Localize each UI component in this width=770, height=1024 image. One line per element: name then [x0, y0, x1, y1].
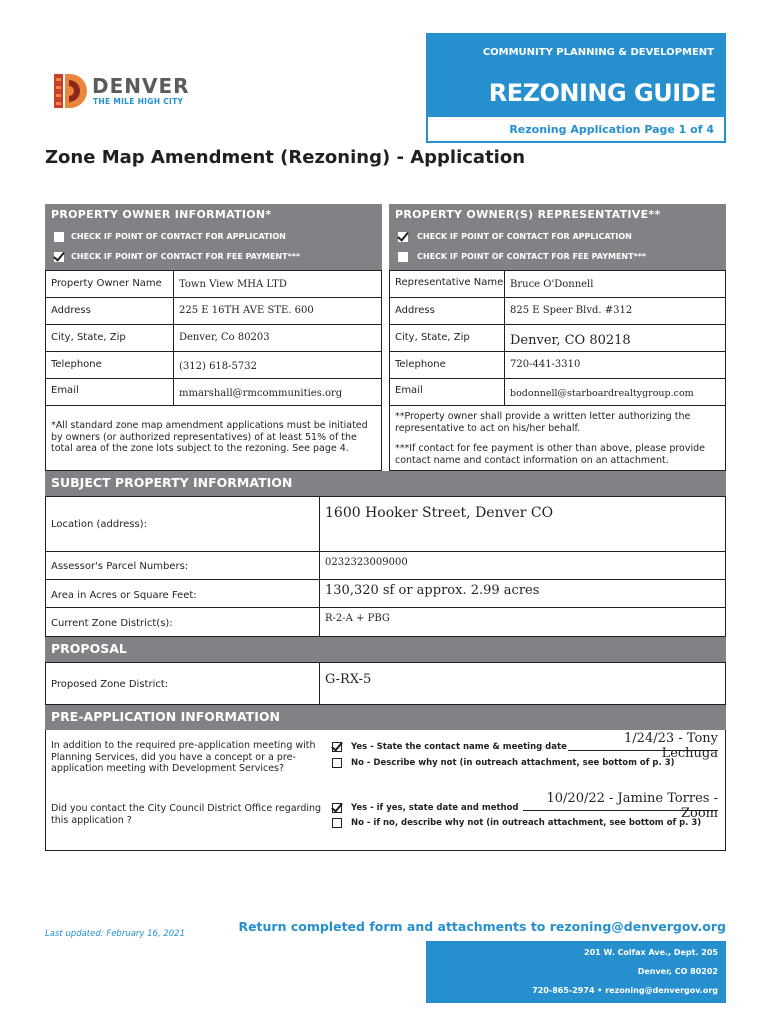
owner-email-field[interactable]: mmarshall@rmcommunities.org: [173, 378, 382, 406]
page-label: Rezoning Application Page 1 of 4: [509, 123, 714, 136]
rep-fee-checkbox[interactable]: [398, 252, 408, 262]
owner-name-field[interactable]: Town View MHA LTD: [173, 270, 382, 298]
rep-phone-label: Telephone: [389, 351, 505, 379]
parcel-label: Assessor's Parcel Numbers:: [45, 551, 320, 580]
location-label-cell: [45, 496, 320, 552]
q1-text: In addition to the required pre-application meeting with Planning Services, did you have a concept or a pre-application meeting with Development Services?: [51, 740, 316, 774]
header-box: [426, 33, 726, 143]
district-field[interactable]: R-2-A + PBG: [319, 607, 726, 637]
q1-no-label: No - Describe why not (in outreach attachment, see bottom of p. 3): [351, 758, 675, 768]
q1-no-checkbox[interactable]: [332, 758, 342, 768]
logo-tagline: THE MILE HIGH CITY: [93, 97, 184, 106]
proposal-heading: PROPOSAL: [45, 637, 726, 662]
owner-contact-checkbox[interactable]: [54, 232, 64, 242]
owner-note-box: [45, 405, 382, 471]
org-name: COMMUNITY PLANNING & DEVELOPMENT: [482, 47, 714, 58]
location-label: Location (address):: [51, 519, 147, 530]
rep-email-field[interactable]: bodonnell@starboardrealtygroup.com: [504, 378, 726, 406]
logo-name: DENVER: [92, 74, 190, 98]
q2-no-checkbox[interactable]: [332, 818, 342, 828]
q2-yes-checkbox[interactable]: [332, 803, 342, 813]
return-text: Return completed form and attachments to rezoning@denvergov.org: [238, 919, 726, 934]
denver-logo: [52, 72, 192, 112]
rep-name-field[interactable]: Bruce O'Donnell: [504, 270, 726, 298]
denver-logo-icon: [52, 72, 88, 110]
area-label: Area in Acres or Square Feet:: [45, 579, 320, 608]
owner-heading-band: [45, 204, 382, 270]
owner-phone-label: Telephone: [45, 351, 174, 379]
rep-city-label: City, State, Zip: [389, 324, 505, 352]
q2-yes-label: Yes - if yes, state date and method: [351, 803, 519, 813]
rep-address-field[interactable]: 825 E Speer Blvd. #312: [504, 297, 726, 325]
q2-answer-field[interactable]: 10/20/22 - Jamine Torres - Zoom: [523, 791, 718, 811]
rep-note-1: **Property owner shall provide a written letter authorizing the representative to act on his/her behalf.: [395, 411, 691, 434]
rep-city-field[interactable]: Denver, CO 80218: [504, 324, 726, 352]
guide-title: REZONING GUIDE: [488, 79, 716, 107]
footer-phone-email: 720-865-2974 • rezoning@denvergov.org: [532, 986, 718, 995]
rep-fee-label: CHECK IF POINT OF CONTACT FOR FEE PAYMENT***: [417, 252, 647, 261]
owner-name-label: Property Owner Name: [45, 270, 174, 298]
owner-city-field[interactable]: Denver, Co 80203: [173, 324, 382, 352]
rep-note-2: ***If contact for fee payment is other than above, please provide contact name and contact information on an attachment.: [395, 443, 706, 466]
owner-contact-label: CHECK IF POINT OF CONTACT FOR APPLICATION: [71, 232, 286, 241]
owner-city-label: City, State, Zip: [45, 324, 174, 352]
location-field[interactable]: 1600 Hooker Street, Denver CO: [319, 496, 726, 552]
area-field[interactable]: 130,320 sf or approx. 2.99 acres: [319, 579, 726, 608]
rep-contact-label: CHECK IF POINT OF CONTACT FOR APPLICATION: [417, 232, 632, 241]
rep-note-box: [389, 405, 726, 471]
district-label: Current Zone District(s):: [45, 607, 320, 637]
rep-address-label: Address: [389, 297, 505, 325]
owner-note: *All standard zone map amendment applications must be initiated by owners (or authorized representatives) of at least 51% of the total area of the zone lots subject to the rezoning. See page 4.: [51, 420, 368, 454]
q2-no-label: No - if no, describe why not (in outreach attachment, see bottom of p. 3): [351, 818, 702, 828]
q1-answer-field[interactable]: 1/24/23 - Tony Lechuga: [568, 731, 718, 751]
rep-heading: PROPERTY OWNER(S) REPRESENTATIVE**: [395, 208, 661, 221]
footer-contact-band: [426, 941, 726, 1003]
parcel-field[interactable]: 0232323009000: [319, 551, 726, 580]
rep-email-label: Email: [389, 378, 505, 406]
last-updated: Last updated: February 16, 2021: [45, 929, 186, 939]
owner-fee-label: CHECK IF POINT OF CONTACT FOR FEE PAYMENT***: [71, 252, 301, 261]
proposed-field[interactable]: G-RX-5: [319, 662, 726, 705]
owner-heading: PROPERTY OWNER INFORMATION*: [51, 208, 272, 221]
preapp-box: [45, 730, 726, 851]
owner-phone-field[interactable]: (312) 618-5732: [173, 351, 382, 379]
q1-yes-label: Yes - State the contact name & meeting date: [351, 742, 567, 752]
owner-address-field[interactable]: 225 E 16TH AVE STE. 600: [173, 297, 382, 325]
rep-heading-band: [389, 204, 726, 270]
rep-phone-field[interactable]: 720-441-3310: [504, 351, 726, 379]
owner-email-label: Email: [45, 378, 174, 406]
q2-text: Did you contact the City Council District Office regarding this application ?: [51, 803, 322, 826]
proposed-label-cell: [45, 662, 320, 705]
owner-fee-checkbox[interactable]: [54, 252, 64, 262]
rep-name-label: Representative Name: [389, 270, 505, 298]
owner-address-label: Address: [45, 297, 174, 325]
subject-heading: SUBJECT PROPERTY INFORMATION: [45, 471, 726, 496]
footer-address-1: 201 W. Colfax Ave., Dept. 205: [584, 948, 718, 957]
preapp-heading: PRE-APPLICATION INFORMATION: [45, 705, 726, 730]
q1-yes-checkbox[interactable]: [332, 742, 342, 752]
footer-address-2: Denver, CO 80202: [637, 967, 718, 976]
rep-contact-checkbox[interactable]: [398, 232, 408, 242]
form-title: Zone Map Amendment (Rezoning) - Application: [45, 147, 526, 168]
header-blue-band: [428, 35, 724, 117]
proposed-label: Proposed Zone District:: [51, 679, 169, 690]
